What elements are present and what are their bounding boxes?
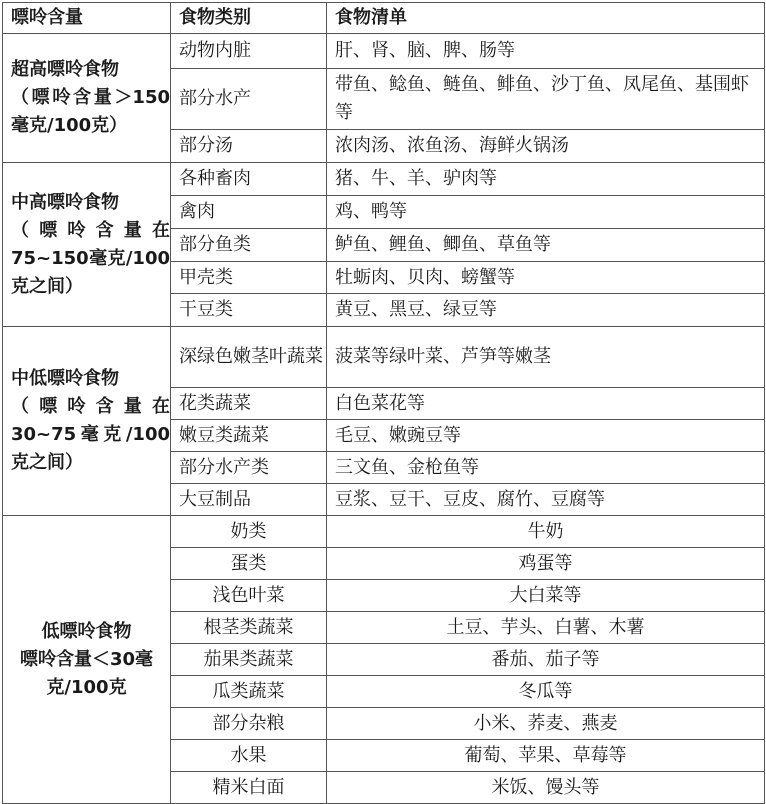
food-category-cell: 根茎类蔬菜 bbox=[171, 612, 327, 644]
purine-level-name: 中低嘌呤食物 bbox=[11, 368, 119, 389]
food-category-cell: 部分鱼类 bbox=[171, 229, 327, 262]
purine-level-cell bbox=[3, 34, 171, 163]
purine-level-range: （嘌呤含量在75~150毫克/100克之间） bbox=[11, 219, 170, 297]
purine-level-range: （嘌呤含量在30~75毫克/100克之间） bbox=[11, 396, 170, 473]
food-list-cell: 冬瓜等 bbox=[327, 676, 765, 708]
food-list-cell: 毛豆、嫩豌豆等 bbox=[327, 420, 765, 452]
food-category-cell: 深绿色嫩茎叶蔬菜 bbox=[171, 327, 327, 388]
food-category-cell: 部分汤 bbox=[171, 130, 327, 163]
food-category-cell: 奶类 bbox=[171, 516, 327, 548]
header-purine-content: 嘌呤含量 bbox=[3, 3, 171, 34]
food-category-cell: 部分水产 bbox=[171, 69, 327, 130]
food-list-cell: 豆浆、豆干、豆皮、腐竹、豆腐等 bbox=[327, 484, 765, 516]
food-category-cell: 蛋类 bbox=[171, 548, 327, 580]
food-category-cell: 嫩豆类蔬菜 bbox=[171, 420, 327, 452]
purine-level-name: 中高嘌呤食物 bbox=[11, 191, 119, 213]
food-list-cell: 番茄、茄子等 bbox=[327, 644, 765, 676]
food-category-cell: 各种畜肉 bbox=[171, 163, 327, 196]
food-list-cell: 浓肉汤、浓鱼汤、海鲜火锅汤 bbox=[327, 130, 765, 163]
food-list-cell: 带鱼、鲶鱼、鲢鱼、鲱鱼、沙丁鱼、凤尾鱼、基围虾等 bbox=[327, 69, 765, 130]
purine-level-cell bbox=[3, 516, 171, 804]
food-list-cell: 三文鱼、金枪鱼等 bbox=[327, 452, 765, 484]
food-category-cell: 干豆类 bbox=[171, 294, 327, 327]
food-list-cell: 鲈鱼、鲤鱼、鲫鱼、草鱼等 bbox=[327, 229, 765, 262]
purine-level-cell bbox=[3, 163, 171, 327]
table-header-row bbox=[3, 3, 765, 34]
food-list-cell: 牡蛎肉、贝肉、螃蟹等 bbox=[327, 262, 765, 294]
purine-level-cell bbox=[3, 327, 171, 516]
food-list-cell: 葡萄、苹果、草莓等 bbox=[327, 740, 765, 772]
food-category-cell: 茄果类蔬菜 bbox=[171, 644, 327, 676]
food-list-cell: 鸡、鸭等 bbox=[327, 196, 765, 229]
food-list-cell: 肝、肾、脑、脾、肠等 bbox=[327, 34, 765, 69]
food-category-cell: 浅色叶菜 bbox=[171, 580, 327, 612]
food-list-cell: 猪、牛、羊、驴肉等 bbox=[327, 163, 765, 196]
purine-level-name: 低嘌呤食物 bbox=[41, 620, 132, 642]
header-food-list: 食物清单 bbox=[327, 3, 765, 34]
table-row bbox=[3, 34, 765, 69]
table-row bbox=[3, 163, 765, 196]
food-category-cell: 水果 bbox=[171, 740, 327, 772]
purine-level-range: （嘌呤含量＞150毫克/100克） bbox=[11, 87, 170, 136]
table-body bbox=[3, 34, 765, 804]
food-list-cell: 白色菜花等 bbox=[327, 388, 765, 420]
purine-food-table bbox=[2, 2, 765, 804]
food-list-cell: 鸡蛋等 bbox=[327, 548, 765, 580]
food-list-cell: 黄豆、黑豆、绿豆等 bbox=[327, 294, 765, 327]
food-category-cell: 瓜类蔬菜 bbox=[171, 676, 327, 708]
food-list-cell: 牛奶 bbox=[327, 516, 765, 548]
purine-level-range: 嘌呤含量＜30毫克/100克 bbox=[19, 648, 154, 698]
food-category-cell: 禽肉 bbox=[171, 196, 327, 229]
food-list-cell: 土豆、芋头、白薯、木薯 bbox=[327, 612, 765, 644]
table-row bbox=[3, 516, 765, 548]
header-food-category: 食物类别 bbox=[171, 3, 327, 34]
purine-level-name: 超高嘌呤食物 bbox=[11, 59, 119, 80]
food-list-cell: 米饭、馒头等 bbox=[327, 772, 765, 804]
food-category-cell: 花类蔬菜 bbox=[171, 388, 327, 420]
food-category-cell: 部分水产类 bbox=[171, 452, 327, 484]
food-list-cell: 菠菜等绿叶菜、芦笋等嫩茎 bbox=[327, 327, 765, 388]
food-category-cell: 动物内脏 bbox=[171, 34, 327, 69]
food-list-cell: 大白菜等 bbox=[327, 580, 765, 612]
table-row bbox=[3, 327, 765, 388]
food-category-cell: 部分杂粮 bbox=[171, 708, 327, 740]
food-category-cell: 大豆制品 bbox=[171, 484, 327, 516]
food-category-cell: 甲壳类 bbox=[171, 262, 327, 294]
food-list-cell: 小米、荞麦、燕麦 bbox=[327, 708, 765, 740]
food-category-cell: 精米白面 bbox=[171, 772, 327, 804]
